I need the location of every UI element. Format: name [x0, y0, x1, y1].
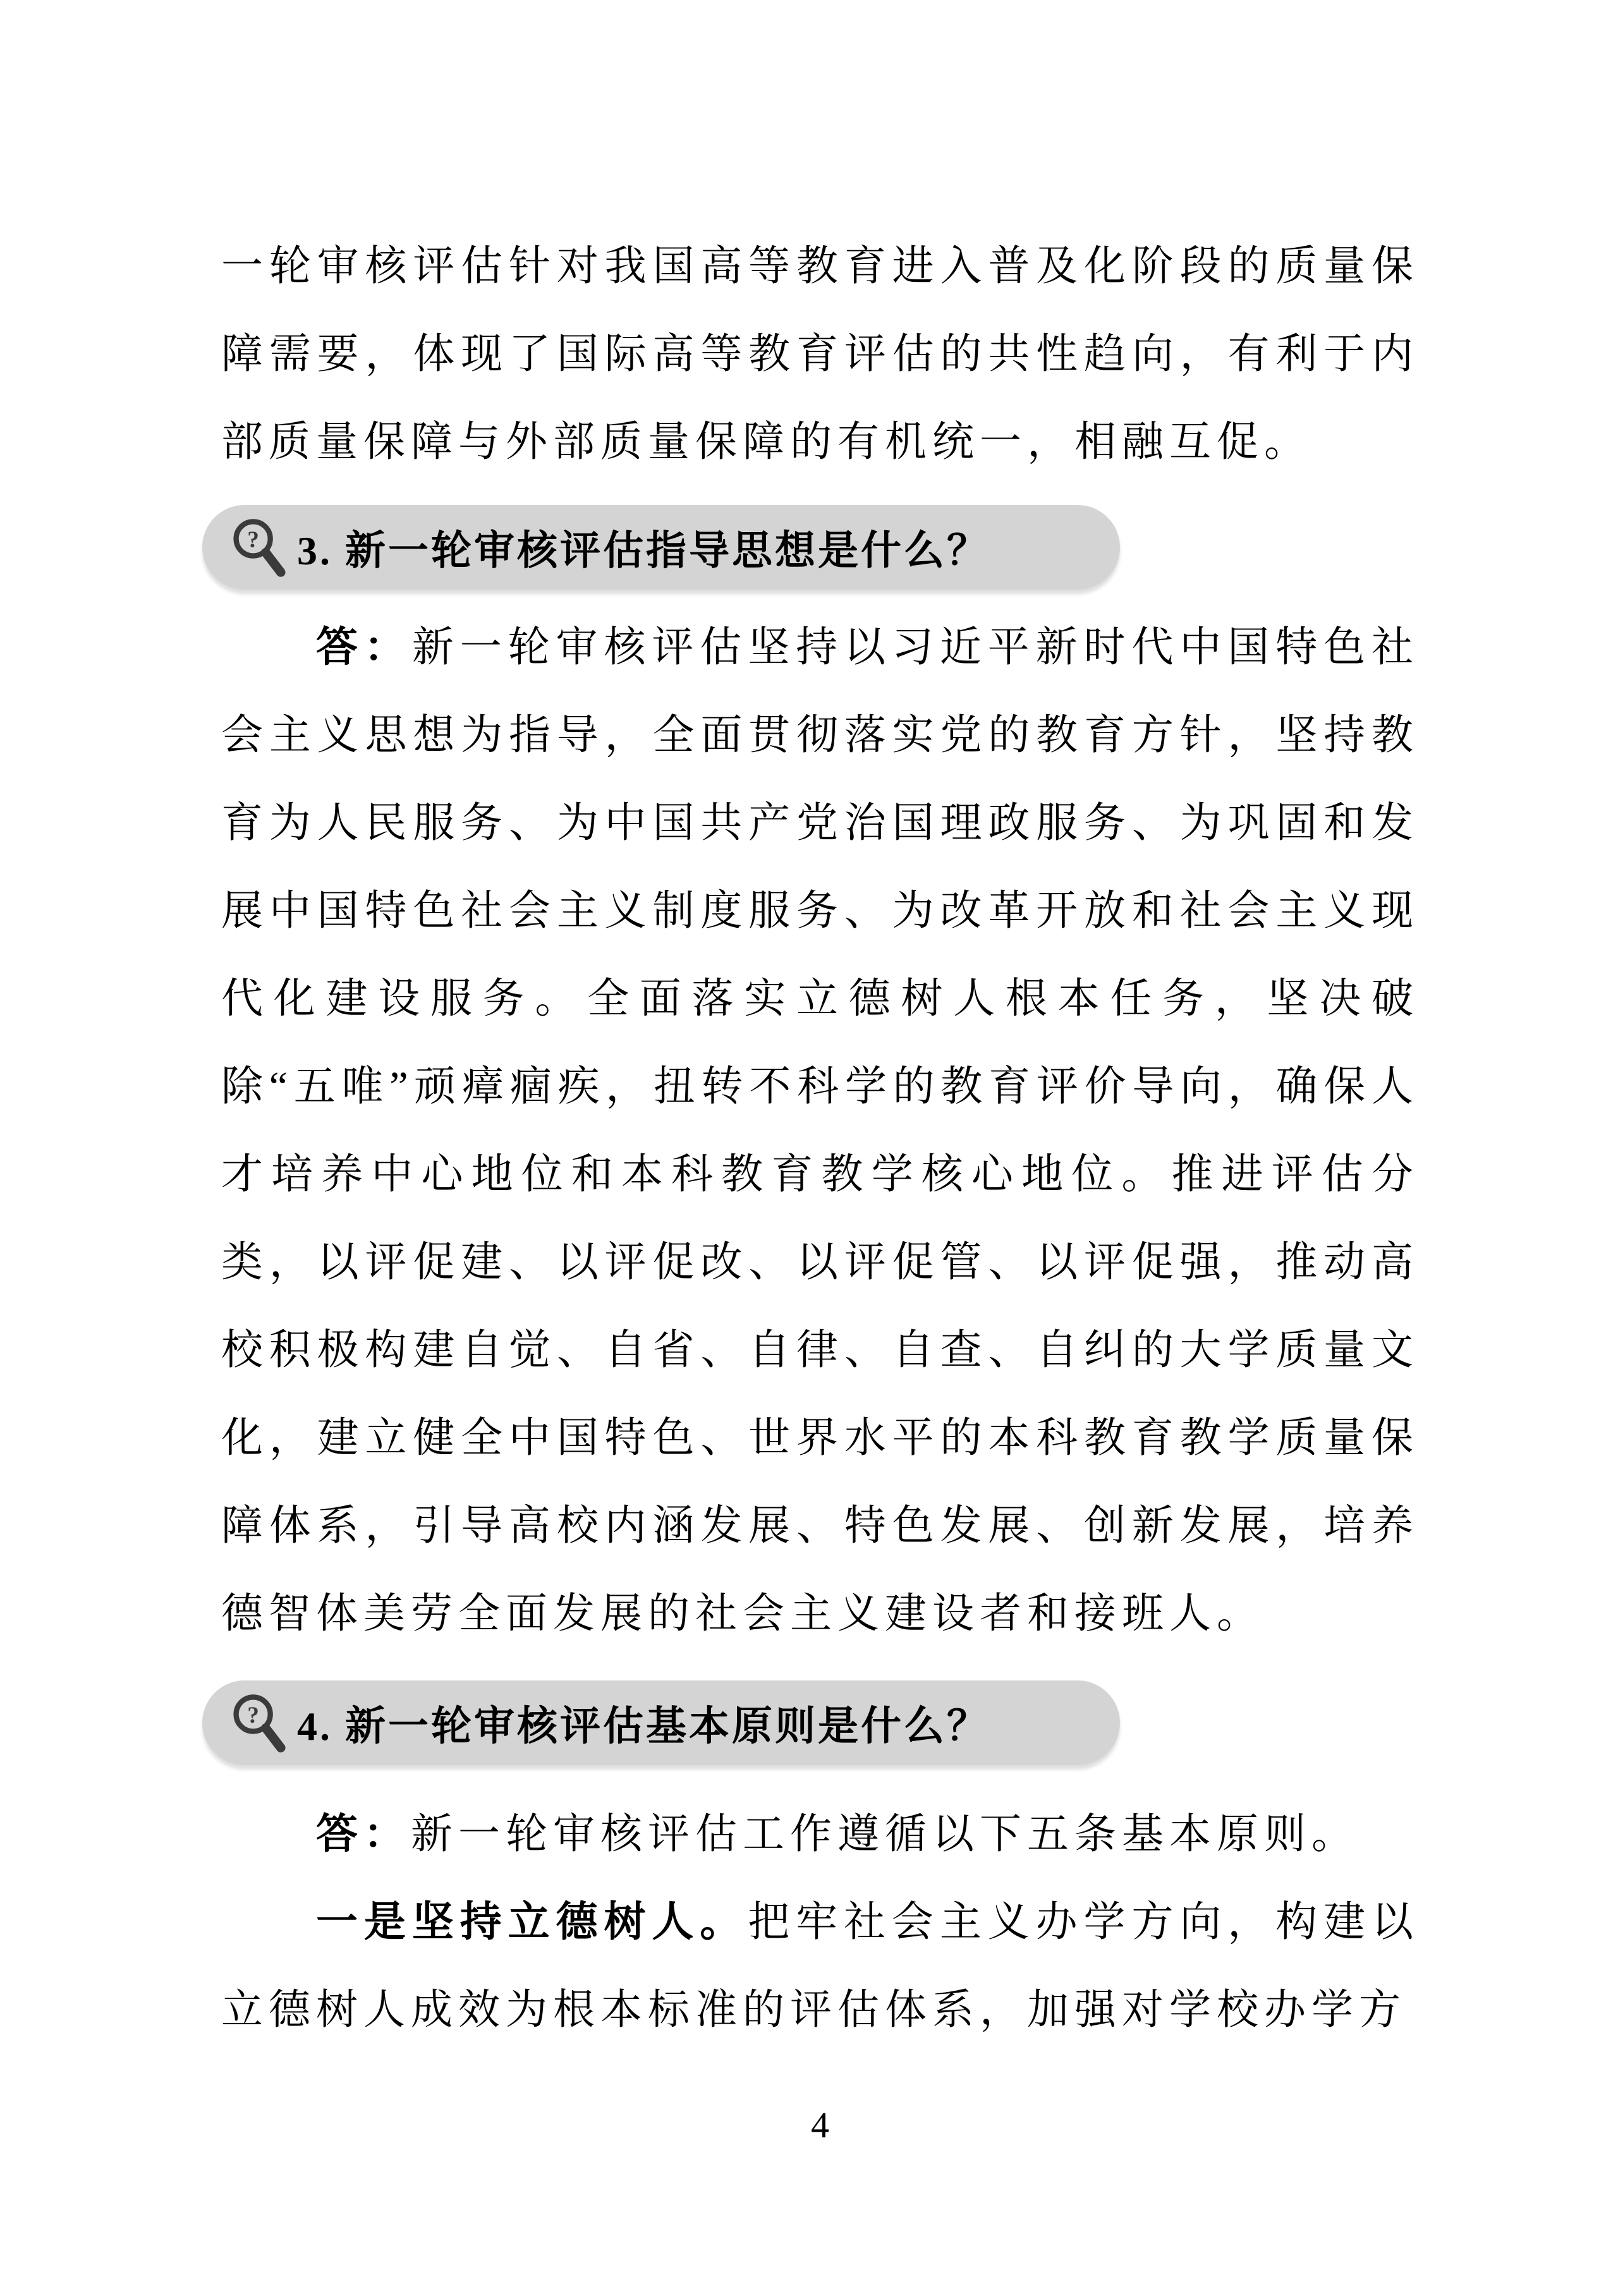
answer-3-paragraph — [221, 604, 1419, 1658]
answer-3-body: 新一轮审核评估坚持以习近平新时代中国特色社会主义思想为指导，全面贯彻落实党的教育方针，坚持教育为人民服务、为中国共产党治国理政服务、为巩固和发展中国特色社会主义制度服务、为改革开放和社会主义现代化建设服务。全面落实立德树人根本任务，坚决破除“五唯”顽瘴痼疾，扭转不科学的教育评价导向，确保人才培养中心地位和本科教育教学核心地位。推进评估分类，以评促建、以评促改、以评促管、以评促强，推动高校积极构建自觉、自省、自律、自查、自纠的大学质量文化，建立健全中国特色、世界水平的本科教育教学质量保障体系，引导高校内涵发展、特色发展、创新发展，培养德智体美劳全面发展的社会主义建设者和接班人。 — [221, 624, 1420, 1637]
question-4-heading — [202, 1680, 1120, 1765]
question-4-label: 4. 新一轮审核评估基本原则是什么？ — [297, 1704, 990, 1749]
question-3-label: 3. 新一轮审核评估指导思想是什么？ — [297, 528, 990, 573]
answer-4-body: 新一轮审核评估工作遵循以下五条基本原则。 — [411, 1811, 1359, 1857]
magnifier-question-icon — [226, 514, 292, 580]
svg-text:?: ? — [247, 1703, 259, 1728]
question-3-heading — [202, 505, 1120, 590]
intro-paragraph: 一轮审核评估针对我国高等教育进入普及化阶段的质量保障需要，体现了国际高等教育评估的共性趋向，有利于内部质量保障与外部质量保障的有机统一，相融互促。 — [221, 243, 1419, 465]
svg-text:?: ? — [247, 527, 259, 553]
page-number: 4 — [811, 2105, 829, 2146]
magnifier-question-icon — [226, 1690, 292, 1756]
answer-4-paragraph-1 — [221, 1790, 1419, 1878]
answer-4-paragraph-2 — [221, 1878, 1419, 2054]
principle-1-body: 把牢社会主义办学方向，构建以立德树人成效为根本标准的评估体系，加强对学校办学方 — [221, 1899, 1420, 2033]
answer-3-lead: 答： — [316, 624, 412, 671]
principle-1-lead: 一是坚持立德树人。 — [316, 1899, 748, 1945]
answer-4-lead: 答： — [316, 1811, 411, 1857]
